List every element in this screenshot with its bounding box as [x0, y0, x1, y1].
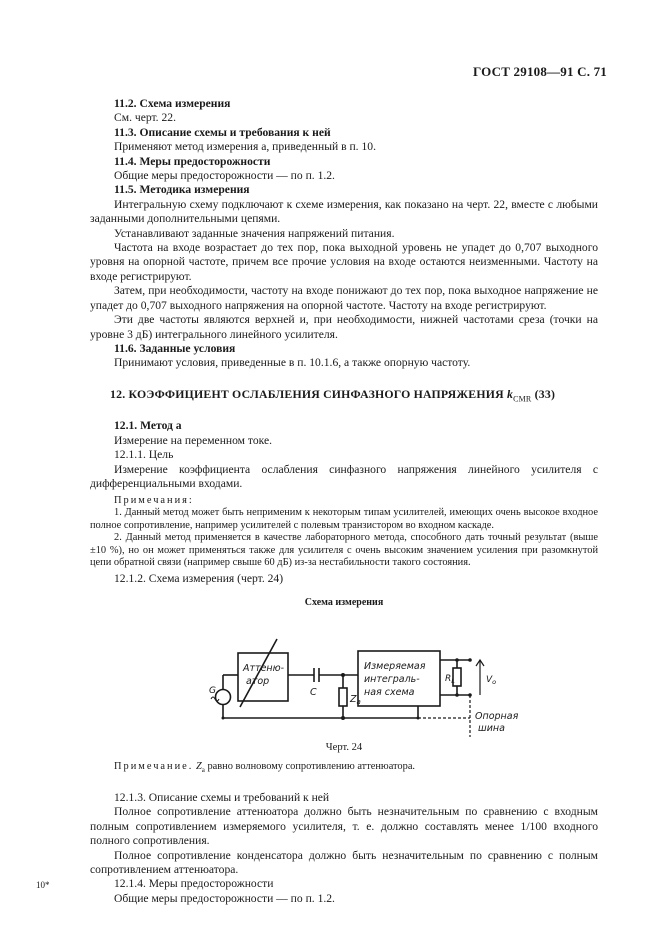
junction-dot: [455, 693, 459, 697]
notes-block: [90, 495, 598, 571]
paragraph-11-5a: Интегральную схему подключают к схеме измерения, как показано на черт. 22, вместе с любыми заданными дополнительными цепями.: [90, 197, 598, 226]
capacitor-label: С: [310, 686, 317, 698]
generator-symbol: [216, 689, 231, 704]
notes-label: Примечания:: [114, 494, 194, 506]
bus-label-1: Опорная: [475, 710, 519, 722]
section-title-text: 12. КОЭФФИЦИЕНТ ОСЛАБЛЕНИЯ СИНФАЗНОГО НАПРЯЖЕНИЯ: [110, 386, 504, 401]
paragraph-11-3: Применяют метод измерения а, приведенный в п. 10.: [114, 140, 376, 154]
paragraph-11-5d: Затем, при необходимости, частоту на входе понижают до тех пор, пока выходное напряжение не упадет до 0,707 выходного напряжения на опорной частоте. Частоту на входе регистрируют.: [90, 284, 598, 312]
junction-dot: [341, 673, 345, 677]
circuit-diagram: [90, 615, 598, 737]
za-resistor: [339, 688, 347, 706]
page-footer: 10*: [36, 880, 50, 890]
section-title-subscript: CMR: [513, 394, 532, 404]
dut-label-3: ная схема: [364, 686, 415, 698]
junction-dot: [222, 716, 225, 719]
note-2: 2. Данный метод применяется в качестве лабораторного метода, способного дать точный результат (выше ±10 %), но он может применяться также для усилителя с очень высоким значением усиления при разомкнутой цепи обратной связи (например свыше 60 дБ) из-за нестабильности такого состояния.: [90, 532, 598, 569]
paragraph-11-5b: Устанавливают заданные значения напряжений питания.: [114, 226, 395, 240]
heading-11-6: 11.6. Заданные условия: [114, 341, 236, 355]
paragraph-12-1-1: Измерение коэффициента ослабления синфазного напряжения линейного усилителя с дифференциальными входами.: [90, 462, 598, 491]
heading-11-2: 11.2. Схема измерения: [114, 97, 231, 110]
heading-12-1: 12.1. Метод а: [114, 419, 182, 433]
za-label: $Z_a$: [350, 693, 361, 706]
paragraph-11-4: Общие меры предосторожности — по п. 1.2.: [114, 169, 335, 183]
dut-label-1: Измеряемая: [364, 660, 426, 672]
figure-caption: Черт. 24: [325, 741, 363, 753]
paragraph-12-1-3a: Полное сопротивление аттенюатора должно быть незначительным по сравнению с входным полным сопротивлением измеряемого усилителя, т. е. должно составлять менее 1/100 входного полного сопротивления.: [90, 805, 598, 848]
section-title-number: (33): [534, 386, 556, 401]
bus-label-2: шина: [478, 722, 505, 734]
note-3-label: Примечание.: [114, 761, 194, 773]
attenuator-label-1: Аттеню-: [243, 662, 285, 674]
paragraph-11-5e: Эти две частоты являются верхней и, при необходимости, нижней частотами среза (точки на уровне 3 дБ) интегрального линейного усилителя.: [90, 313, 598, 341]
terminal-dot: [468, 658, 472, 662]
paragraph-12-1: Измерение на переменном токе.: [114, 433, 273, 447]
heading-12-1-3: 12.1.3. Описание схемы и требований к ней: [114, 790, 330, 804]
attenuator-label-2: атор: [246, 675, 270, 687]
heading-11-5: 11.5. Методика измерения: [114, 183, 250, 197]
dut-label-2: интеграль-: [364, 673, 420, 685]
figure-title: Схема измерения: [304, 597, 384, 609]
vo-label: $V_о$: [486, 674, 497, 686]
heading-11-3: 11.3. Описание схемы и требования к ней: [114, 125, 331, 139]
heading-12-1-2: 12.1.2. Схема измерения (черт. 24): [114, 572, 284, 586]
note-3-symbol: Z: [195, 761, 202, 773]
paragraph-11-6: Принимают условия, приведенные в п. 10.1.6, а также опорную частоту.: [114, 356, 471, 370]
paragraph-11-5c: Частота на входе возрастает до тех пор, пока выходной уровень не упадет до 0,707 выходного уровня на опорной частоте, причем все прочие условия на входе остаются неизменными. Частоту на входе регистрируют.: [90, 241, 598, 283]
section-title-12: [90, 387, 598, 407]
page-header: ГОСТ 29108—91 С. 71: [473, 64, 607, 79]
rl-label: $R_L$: [445, 673, 455, 685]
generator-label: G: [209, 685, 216, 696]
note-3: [90, 761, 598, 777]
paragraph-12-1-3b: Полное сопротивление конденсатора должно быть незначительным по сравнению с полным сопротивлением аттенюатора.: [90, 848, 598, 876]
circuit-svg: [90, 615, 598, 737]
heading-12-1-4: 12.1.4. Меры предосторожности: [114, 877, 274, 891]
note-3-text: равно волновому сопротивлению аттенюатора.: [204, 761, 416, 773]
note-1: 1. Данный метод может быть неприменим к некоторым типам усилителей, имеющих очень высокое входное полное сопротивление, например усилителей с полевым транзистором во входном каскаде.: [90, 507, 598, 531]
paragraph-12-1-4: Общие меры предосторожности — по п. 1.2.: [114, 891, 335, 905]
junction-dot: [341, 716, 345, 720]
junction-dot: [455, 658, 459, 662]
paragraph-11-2: См. черт. 22.: [114, 111, 176, 125]
heading-11-4: 11.4. Меры предосторожности: [114, 154, 271, 168]
section-title-symbol: k: [506, 386, 514, 401]
heading-12-1-1: 12.1.1. Цель: [114, 448, 174, 462]
page-content: [90, 97, 598, 906]
note-3-subscript: a: [201, 766, 205, 775]
